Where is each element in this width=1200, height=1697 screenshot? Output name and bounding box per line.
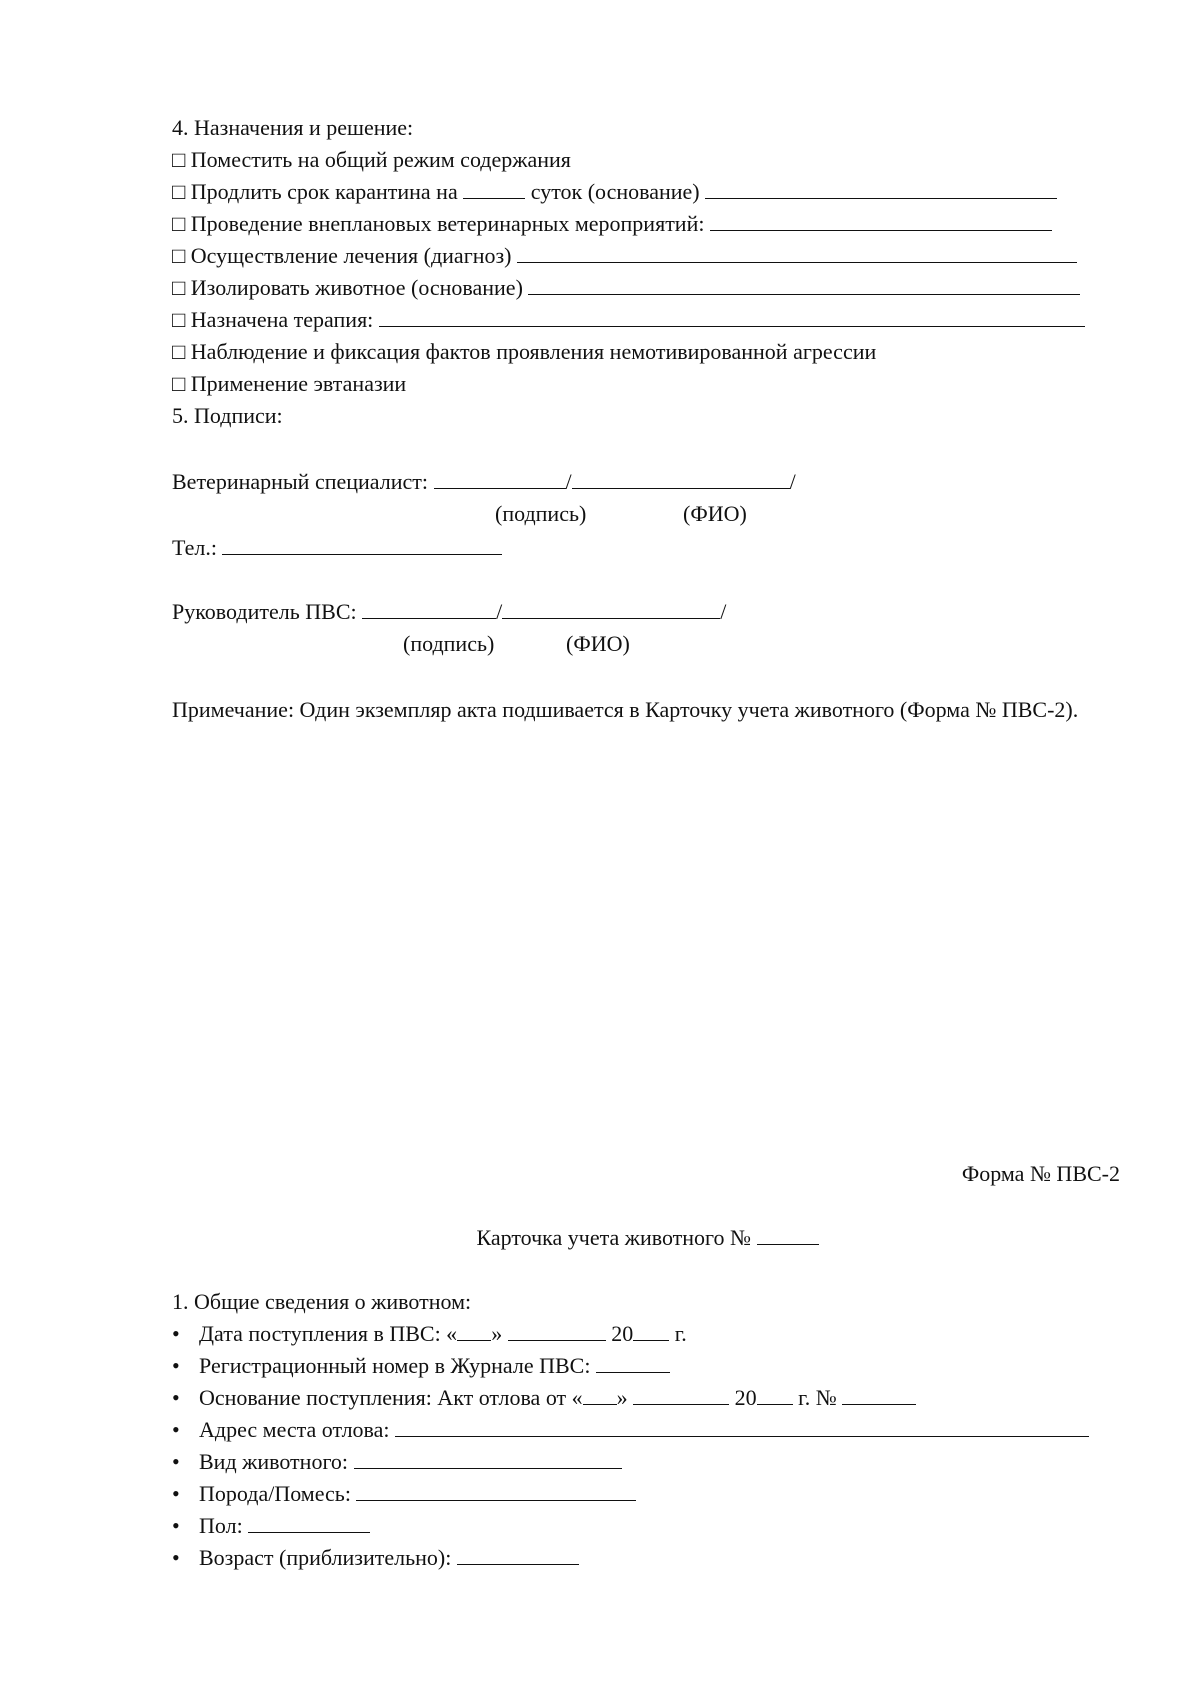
bullet: • — [172, 1481, 180, 1506]
list-item-sex: • Пол: — [172, 1512, 370, 1540]
age-blank[interactable] — [457, 1544, 579, 1565]
quarantine-basis-blank[interactable] — [705, 178, 1057, 199]
checkbox-icon: □ — [172, 339, 186, 364]
list-item-arrival-basis: • Основание поступления: Акт отлова от « » 20 г. № — [172, 1384, 916, 1412]
checkbox-icon: □ — [172, 243, 186, 268]
checkbox-treatment[interactable] — [172, 242, 1077, 270]
vet-fio-caption: (ФИО) — [683, 501, 747, 526]
list-item-breed: • Порода/Помесь: — [172, 1480, 636, 1508]
checkbox-extend-quarantine[interactable] — [172, 178, 1057, 206]
checkbox-unscheduled-measures[interactable] — [172, 210, 1052, 238]
sex-blank[interactable] — [248, 1512, 370, 1533]
month-blank[interactable] — [633, 1384, 729, 1405]
checkbox-icon: □ — [172, 371, 186, 396]
day-blank[interactable] — [457, 1320, 491, 1341]
therapy-blank[interactable] — [379, 306, 1085, 327]
checkbox-label: Продлить срок карантина на — [190, 179, 458, 204]
vet-fio-blank[interactable] — [572, 468, 790, 489]
vet-signature-line — [172, 468, 796, 496]
year-blank[interactable] — [757, 1384, 793, 1405]
species-blank[interactable] — [354, 1448, 622, 1469]
act-number-blank[interactable] — [842, 1384, 916, 1405]
measures-blank[interactable] — [710, 210, 1052, 231]
year-blank[interactable] — [633, 1320, 669, 1341]
checkbox-icon: □ — [172, 275, 186, 300]
checkbox-euthanasia[interactable] — [172, 370, 406, 398]
checkbox-isolate[interactable] — [172, 274, 1080, 302]
address-blank[interactable] — [395, 1416, 1089, 1437]
head-signature-blank[interactable] — [362, 598, 496, 619]
bullet: • — [172, 1545, 180, 1570]
checkbox-label: Назначена терапия: — [190, 307, 374, 332]
slash: / — [720, 599, 727, 624]
checkbox-label: Поместить на общий режим содержания — [190, 147, 571, 172]
list-item-arrival-date: • Дата поступления в ПВС: « » 20 г. — [172, 1321, 687, 1346]
note-paragraph: Примечание: Один экземпляр акта подшивается в Карточку учета животного (Форма № ПВС-2). — [172, 697, 1079, 722]
list-item-age: • Возраст (приблизительно): — [172, 1544, 579, 1572]
isolation-basis-blank[interactable] — [528, 274, 1080, 295]
bullet: • — [172, 1321, 180, 1346]
list-item-reg-number: • Регистрационный номер в Журнале ПВС: — [172, 1352, 670, 1380]
checkbox-label: Изолировать животное (основание) — [190, 275, 523, 300]
section-4-heading: 4. Назначения и решение: — [172, 115, 414, 140]
head-signature-line — [172, 598, 726, 626]
section-5-heading: 5. Подписи: — [172, 403, 283, 428]
tel-blank[interactable] — [222, 534, 502, 555]
section-1-heading: 1. Общие сведения о животном: — [172, 1289, 472, 1314]
card-title: Карточка учета животного № — [0, 1224, 1200, 1252]
bullet: • — [172, 1385, 180, 1410]
checkbox-icon: □ — [172, 211, 186, 236]
day-blank[interactable] — [583, 1384, 617, 1405]
bullet: • — [172, 1513, 180, 1538]
month-blank[interactable] — [508, 1320, 606, 1341]
checkbox-general-regime[interactable] — [172, 146, 571, 174]
head-fio-blank[interactable] — [502, 598, 720, 619]
checkbox-aggression-observation[interactable] — [172, 338, 876, 366]
vet-sign-caption: (подпись) — [495, 501, 587, 526]
form-label: Форма № ПВС-2 — [961, 1161, 1120, 1186]
card-number-blank[interactable] — [757, 1224, 819, 1245]
list-item-capture-address: • Адрес места отлова: — [172, 1416, 1089, 1444]
breed-blank[interactable] — [356, 1480, 636, 1501]
slash: / — [565, 469, 572, 494]
vet-signature-blank[interactable] — [434, 468, 566, 489]
checkbox-label: Проведение внеплановых ветеринарных мероприятий: — [190, 211, 705, 236]
head-sign-caption: (подпись) — [403, 631, 495, 656]
checkbox-label: Применение эвтаназии — [190, 371, 407, 396]
checkbox-label: Наблюдение и фиксация фактов проявления немотивированной агрессии — [190, 339, 877, 364]
days-blank[interactable] — [463, 178, 525, 199]
tel-label: Тел.: — [172, 535, 217, 560]
head-label: Руководитель ПВС: — [172, 599, 357, 624]
bullet: • — [172, 1353, 180, 1378]
checkbox-icon: □ — [172, 147, 186, 172]
tel-line — [172, 534, 502, 562]
head-fio-caption: (ФИО) — [566, 631, 630, 656]
checkbox-icon: □ — [172, 179, 186, 204]
vet-label: Ветеринарный специалист: — [172, 469, 429, 494]
slash: / — [789, 469, 796, 494]
list-item-species: • Вид животного: — [172, 1448, 622, 1476]
checkbox-icon: □ — [172, 307, 186, 332]
checkbox-label: Осуществление лечения (диагноз) — [190, 243, 512, 268]
diagnosis-blank[interactable] — [517, 242, 1077, 263]
reg-number-blank[interactable] — [596, 1352, 670, 1373]
bullet: • — [172, 1449, 180, 1474]
checkbox-label: суток (основание) — [530, 179, 700, 204]
slash: / — [496, 599, 503, 624]
checkbox-therapy[interactable] — [172, 306, 1085, 334]
bullet: • — [172, 1417, 180, 1442]
